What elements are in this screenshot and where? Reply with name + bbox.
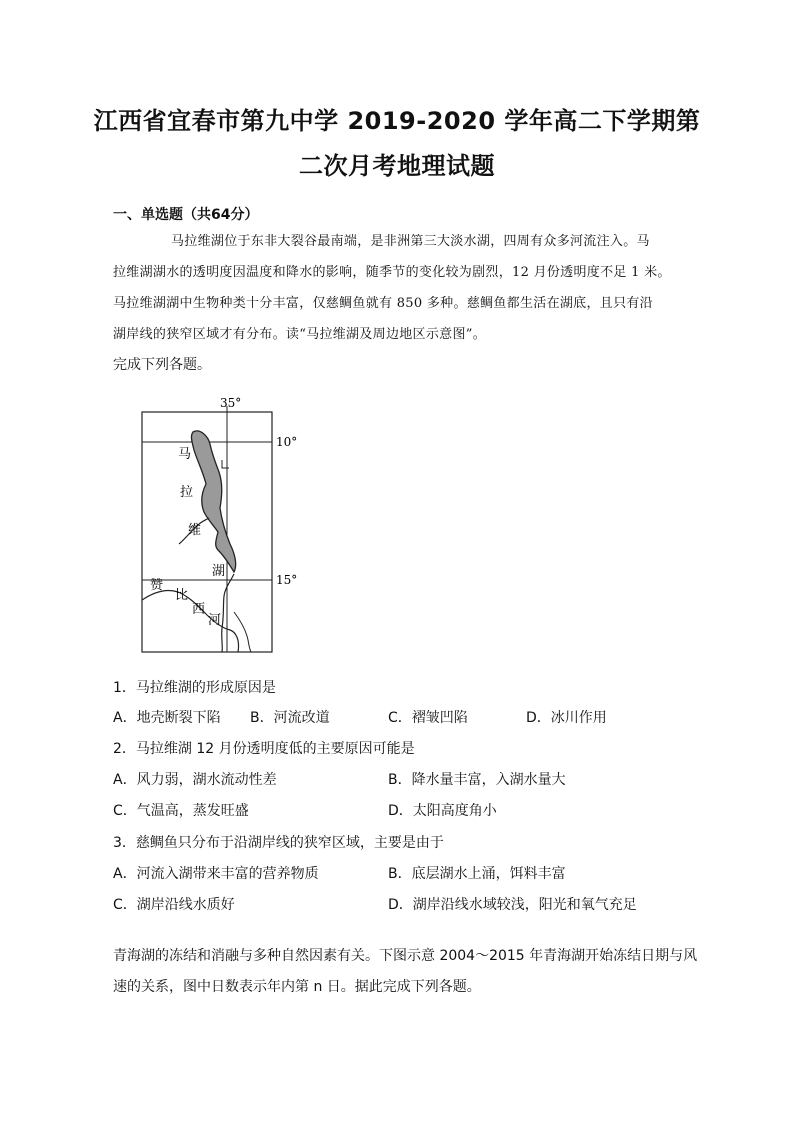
question-3-option-b: B．底层湖水上涌，饵料丰富 xyxy=(388,866,566,882)
border-line xyxy=(234,612,251,652)
shire-outlet-river xyxy=(222,574,234,652)
question-1-option-d: D．冰川作用 xyxy=(526,710,607,726)
river-label-char-2: 比 xyxy=(175,588,189,603)
passage-line-2: 拉维湖湖水的透明度因温度和降水的影响，随季节的变化较为剧烈，12 月份透明度不足 1 米。 xyxy=(113,265,671,280)
passage-line-3: 马拉维湖湖中生物种类十分丰富，仅慈鲷鱼就有 850 多种。慈鲷鱼都生活在湖底，且只有沿 xyxy=(113,296,653,311)
question-3-option-d: D．湖岸沿线水域较浅，阳光和氧气充足 xyxy=(388,897,637,913)
longitude-label: 35° xyxy=(220,396,242,410)
river-label-char-1: 赞 xyxy=(150,578,164,593)
question-3-stem: 3．慈鲷鱼只分布于沿湖岸线的狭窄区域，主要是由于 xyxy=(113,835,444,851)
latitude-15-label: 15° xyxy=(276,573,298,587)
section-heading: 一、单选题（共64分） xyxy=(113,207,259,223)
question-2-option-b: B．降水量丰富，入湖水量大 xyxy=(388,772,566,788)
question-1-option-b: B．河流改道 xyxy=(250,710,330,726)
question-2-option-d: D．太阳高度角小 xyxy=(388,803,497,819)
map-marker xyxy=(222,460,229,468)
lake-label-char-1: 马 xyxy=(178,447,192,462)
river-label-char-3: 西 xyxy=(192,602,206,617)
question-1-option-a: A．地壳断裂下陷 xyxy=(113,710,221,726)
lake-label-char-4: 湖 xyxy=(212,564,226,579)
question-1-option-c: C．褶皱凹陷 xyxy=(388,710,468,726)
page-title-line-2: 二次月考地理试题 xyxy=(299,152,495,180)
question-3-option-c: C．湖岸沿线水质好 xyxy=(113,897,235,913)
passage-2-line-1: 青海湖的冻结和消融与多种自然因素有关。下图示意 2004～2015 年青海湖开始冻结日期与风 xyxy=(113,948,698,964)
page-title-line-1: 江西省宜春市第九中学 2019-2020 学年高二下学期第 xyxy=(93,107,701,135)
question-3-option-a: A．河流入湖带来丰富的营养物质 xyxy=(113,866,319,882)
malawi-lake-shape xyxy=(191,431,235,572)
passage-line-4: 湖岸线的狭窄区域才有分布。读“马拉维湖及周边地区示意图”。 xyxy=(113,327,486,342)
lake-label-char-2: 拉 xyxy=(180,485,194,500)
river-label-char-4: 河 xyxy=(208,613,222,628)
passage-2-line-2: 速的关系，图中日数表示年内第 n 日。据此完成下列各题。 xyxy=(113,979,481,995)
passage-line-1: 马拉维湖位于东非大裂谷最南端，是非洲第三大淡水湖，四周有众多河流注入。马 xyxy=(171,234,650,249)
latitude-10-label: 10° xyxy=(276,435,298,449)
question-2-option-c: C．气温高，蒸发旺盛 xyxy=(113,803,249,819)
question-2-option-a: A．风力弱，湖水流动性差 xyxy=(113,772,277,788)
question-2-stem: 2．马拉维湖 12 月份透明度低的主要原因可能是 xyxy=(113,741,415,757)
malawi-lake-map xyxy=(130,392,310,662)
lake-label-char-3: 维 xyxy=(188,523,202,538)
question-1-stem: 1．马拉维湖的形成原因是 xyxy=(113,680,276,696)
instruction-text: 完成下列各题。 xyxy=(113,357,211,373)
